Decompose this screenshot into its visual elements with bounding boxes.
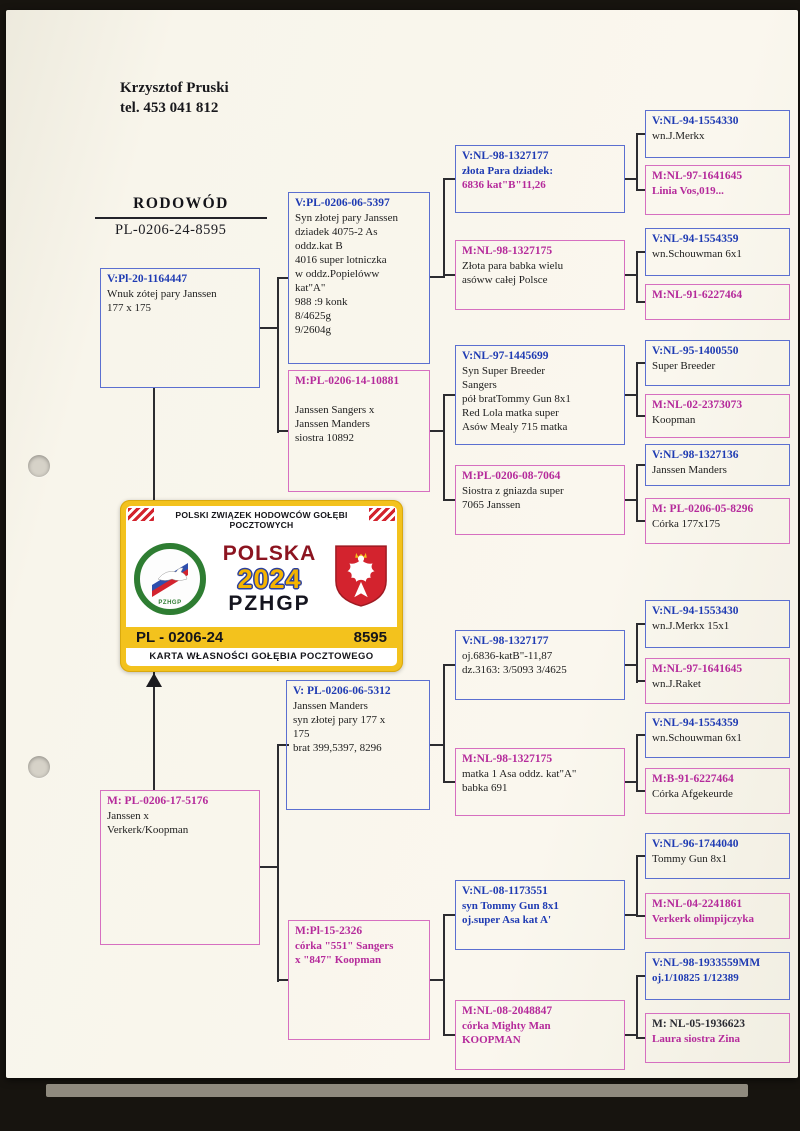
pedigree-note: Syn Super Breeder [462, 364, 546, 377]
pedigree-note: KOOPMAN [462, 1033, 521, 1046]
pzhgp-logo-text: PZHGP [158, 600, 182, 606]
pedigree-note: Red Lola matka super [462, 406, 559, 419]
pedigree-box-sire [645, 600, 790, 648]
pedigree-box-dam [455, 748, 625, 816]
pedigree-note: brat 399,5397, 8296 [293, 741, 382, 754]
pedigree-note: Sangers [462, 378, 497, 391]
pedigree-box-dam [455, 1000, 625, 1070]
underlying-sheet-edge [46, 1084, 748, 1097]
pedigree-box-dam [455, 465, 625, 535]
card-center-text [210, 543, 329, 615]
ring-number: V:NL-94-1554359 [652, 233, 739, 245]
pedigree-note: wn.J.Merkx 15x1 [652, 619, 730, 632]
pedigree-connector [636, 362, 638, 417]
pedigree-note: x "847" Koopman [295, 953, 382, 966]
pedigree-connector [277, 277, 279, 433]
pedigree-connector [636, 520, 645, 522]
ring-number: V:NL-98-1327136 [652, 449, 739, 461]
ring-number: V:NL-94-1553430 [652, 605, 739, 617]
pedigree-connector [636, 1037, 645, 1039]
pedigree-note: Verkerk/Koopman [107, 823, 189, 836]
pedigree-note: oddz.kat B [295, 239, 343, 252]
pedigree-connector [443, 274, 455, 276]
pedigree-box-dam [645, 893, 790, 939]
pedigree-note: 988 :9 konk [295, 296, 348, 309]
year-label: 2024 [237, 563, 302, 594]
ring-number: M:Pl-15-2326 [295, 925, 363, 937]
pedigree-box-dam [645, 1013, 790, 1063]
ring-number: M: PL-0206-05-8296 [652, 503, 754, 515]
pedigree-connector [443, 664, 455, 666]
pedigree-note: Verkerk olimpijczyka [652, 912, 754, 925]
pedigree-note: Córka Afgekeurde [652, 787, 733, 800]
federation-name: POLSKI ZWIĄZEK HODOWCÓW GOŁĘBI POCZTOWYCH [175, 510, 348, 530]
pedigree-box-dam [645, 768, 790, 814]
pedigree-note: 9/2604g [295, 324, 332, 337]
pedigree-note: kat"A" [295, 282, 326, 295]
pedigree-box-dam [645, 394, 790, 438]
pedigree-note: Córka 177x175 [652, 517, 721, 530]
pedigree-note: Linia Vos,019... [652, 184, 724, 197]
pedigree-connector [636, 189, 645, 191]
pedigree-note: dz.3163: 3/5093 3/4625 [462, 663, 567, 676]
ring-number: M:NL-98-1327175 [462, 245, 553, 257]
pedigree-box-sire [455, 145, 625, 213]
pedigree-note: siostra 10892 [295, 431, 354, 444]
pedigree-note: syn złotej pary 177 x [293, 713, 386, 726]
pedigree-connector [443, 394, 455, 396]
pedigree-connector [636, 734, 645, 736]
pedigree-box-sire [645, 444, 790, 486]
poland-flag-ribbon-icon [128, 508, 154, 521]
pedigree-box-dam [645, 165, 790, 215]
pedigree-note: dziadek 4075-2 As [295, 225, 378, 238]
pedigree-box-sire [455, 630, 625, 700]
pedigree-connector [636, 133, 638, 191]
punch-hole-top [28, 455, 50, 477]
pedigree-connector [636, 623, 645, 625]
card-middle-row [126, 531, 397, 627]
pedigree-connector [277, 744, 279, 982]
pedigree-connector [636, 790, 645, 792]
pedigree-connector [636, 251, 645, 253]
pedigree-connector [636, 464, 638, 522]
pedigree-note: Super Breeder [652, 359, 716, 372]
pedigree-note: Janssen Manders [293, 699, 368, 712]
pedigree-connector [636, 623, 638, 683]
pedigree-connector [443, 178, 455, 180]
pedigree-note: 7065 Janssen [462, 498, 521, 511]
poland-eagle-emblem-icon [333, 543, 389, 616]
ring-number: V:NL-94-1554359 [652, 717, 739, 729]
pedigree-connector [443, 1034, 455, 1036]
pedigree-note: Syn złotej pary Janssen [295, 211, 398, 224]
pedigree-connector [443, 178, 445, 278]
pedigree-connector [636, 133, 645, 135]
pedigree-note: Janssen Sangers x [295, 403, 375, 416]
ring-number: M: NL-05-1936623 [652, 1018, 745, 1030]
pedigree-note: wn.J.Raket [652, 677, 701, 690]
pzhgp-logo-icon [134, 543, 206, 615]
ownership-card-inner [126, 506, 397, 666]
pedigree-connector [443, 394, 445, 501]
pedigree-title: RODOWÓD [133, 195, 229, 212]
title-underline [95, 217, 267, 219]
ring-number: M:PL-0206-08-7064 [462, 470, 561, 482]
ring-number: M: PL-0206-17-5176 [107, 795, 209, 807]
pedigree-note: 177 x 175 [107, 301, 151, 314]
pedigree-note: matka 1 Asa oddz. kat"A" [462, 767, 577, 780]
pedigree-note: córka Mighty Man [462, 1019, 551, 1032]
pedigree-note: wn.Schouwman 6x1 [652, 247, 742, 260]
pedigree-connector [636, 734, 638, 792]
card-ring-district: PL - 0206-24 [136, 629, 224, 646]
pedigree-note: babka 691 [462, 781, 508, 794]
pedigree-box-sire [455, 880, 625, 950]
ring-number: V:PL-0206-06-5397 [295, 197, 390, 209]
pedigree-note: Laura siostra Zina [652, 1032, 741, 1045]
ring-number: M:NL-04-2241861 [652, 898, 743, 910]
pedigree-connector [636, 301, 645, 303]
ring-number: V:NL-94-1554330 [652, 115, 739, 127]
ring-number: M:B-91-6227464 [652, 773, 734, 785]
pedigree-note: oj.1/10825 1/12389 [652, 971, 739, 984]
ring-number: V:NL-97-1445699 [462, 350, 549, 362]
pedigree-connector [443, 664, 445, 783]
pedigree-note: asóww całej Polsce [462, 273, 548, 286]
owner-name: Krzysztof Pruski [120, 80, 229, 96]
dove-flag-icon [148, 557, 192, 601]
owner-phone: tel. 453 041 812 [120, 100, 219, 117]
pedigree-connector [636, 915, 645, 917]
card-ring-number: 8595 [353, 629, 387, 646]
pedigree-connector [636, 855, 645, 857]
pedigree-box-dam [645, 658, 790, 704]
pedigree-box-sire [288, 192, 430, 364]
pedigree-note: 175 [293, 727, 310, 740]
org-label: PZHGP [228, 592, 311, 616]
country-label: POLSKA [222, 541, 317, 565]
pedigree-box-sire [645, 952, 790, 1000]
owner-block [120, 78, 229, 119]
pedigree-box-dam [288, 370, 430, 492]
pedigree-note: wn.J.Merkx [652, 129, 705, 142]
ring-number: V:NL-08-1173551 [462, 885, 548, 897]
pedigree-note: syn Tommy Gun 8x1 [462, 899, 559, 912]
pedigree-note: Asów Mealy 715 matka [462, 421, 568, 434]
pedigree-note: 6836 kat"B"11,26 [462, 178, 546, 191]
card-type-title: KARTA WŁASNOŚCI GOŁĘBIA POCZTOWEGO [149, 651, 374, 662]
pedigree-connector [443, 781, 455, 783]
pedigree-note: Janssen Manders [295, 417, 370, 430]
ring-number: V:NL-98-1933559MM [652, 957, 761, 969]
ring-number: M:NL-91-6227464 [652, 289, 743, 301]
pedigree-box-sire [645, 110, 790, 158]
pedigree-connector [443, 914, 445, 1036]
pedigree-box-dam [645, 284, 790, 320]
poland-flag-ribbon-icon [369, 508, 395, 521]
pedigree-box-sire [286, 680, 430, 810]
pedigree-box-dam [455, 240, 625, 310]
pedigree-connector [443, 914, 455, 916]
ring-number: M:NL-97-1641645 [652, 170, 743, 182]
ring-number: V: PL-0206-06-5312 [293, 685, 391, 697]
ring-number: M:NL-08-2048847 [462, 1005, 553, 1017]
pedigree-connector [636, 975, 638, 1039]
ring-number: V:NL-98-1327177 [462, 635, 549, 647]
pedigree-note: pół bratTommy Gun 8x1 [462, 392, 571, 405]
pedigree-box-sire [645, 340, 790, 386]
ring-number: M:NL-02-2373073 [652, 399, 743, 411]
pedigree-box-dam [645, 498, 790, 544]
pedigree-connector [636, 415, 645, 417]
ring-number: V:NL-96-1744040 [652, 838, 739, 850]
pedigree-note: w oddz.Popielóww [295, 268, 380, 281]
pedigree-note: Wnuk zótej pary Janssen [107, 287, 217, 300]
arrow-up-icon [146, 673, 162, 687]
ring-number: V:NL-95-1400550 [652, 345, 739, 357]
pedigree-note: Siostra z gniazda super [462, 484, 564, 497]
ring-number: V:Pl-20-1164447 [107, 273, 188, 285]
pedigree-connector [636, 680, 645, 682]
pedigree-note: 8/4625g [295, 310, 332, 323]
punch-hole-bottom [28, 756, 50, 778]
pedigree-box-sire [645, 228, 790, 276]
pedigree-note: złota Para dziadek: [462, 164, 554, 177]
pedigree-box-dam [100, 790, 260, 945]
pedigree-note: Koopman [652, 413, 696, 426]
pedigree-note: Tommy Gun 8x1 [652, 852, 728, 865]
main-ring-number: PL-0206-24-8595 [115, 222, 227, 238]
pedigree-connector [636, 251, 638, 303]
pedigree-note: 4016 super lotniczka [295, 253, 387, 266]
ring-number: V:NL-98-1327177 [462, 150, 549, 162]
pedigree-box-sire [455, 345, 625, 445]
card-ring-band [126, 627, 397, 648]
pedigree-connector [636, 464, 645, 466]
pedigree-note: Janssen Manders [652, 463, 727, 476]
ring-number: M:PL-0206-14-10881 [295, 375, 400, 387]
ring-number: M:NL-98-1327175 [462, 753, 553, 765]
pedigree-box-sire [645, 712, 790, 758]
pedigree-note: wn.Schouwman 6x1 [652, 731, 742, 744]
pedigree-connector [636, 362, 645, 364]
pedigree-box-dam [288, 920, 430, 1040]
pedigree-note: oj.6836-katB"-11,87 [462, 649, 553, 662]
pedigree-connector [443, 499, 455, 501]
ownership-card [120, 500, 403, 672]
pedigree-note: oj.super Asa kat A' [462, 913, 552, 926]
pedigree-connector [636, 855, 638, 917]
pedigree-note: córka "551" Sangers [295, 939, 394, 952]
ring-number: M:NL-97-1641645 [652, 663, 743, 675]
pedigree-note: Złota para babka wielu [462, 259, 564, 272]
pedigree-box-sire [100, 268, 260, 388]
pedigree-box-sire [645, 833, 790, 879]
pedigree-connector [636, 975, 645, 977]
pedigree-note: Janssen x [107, 809, 149, 822]
